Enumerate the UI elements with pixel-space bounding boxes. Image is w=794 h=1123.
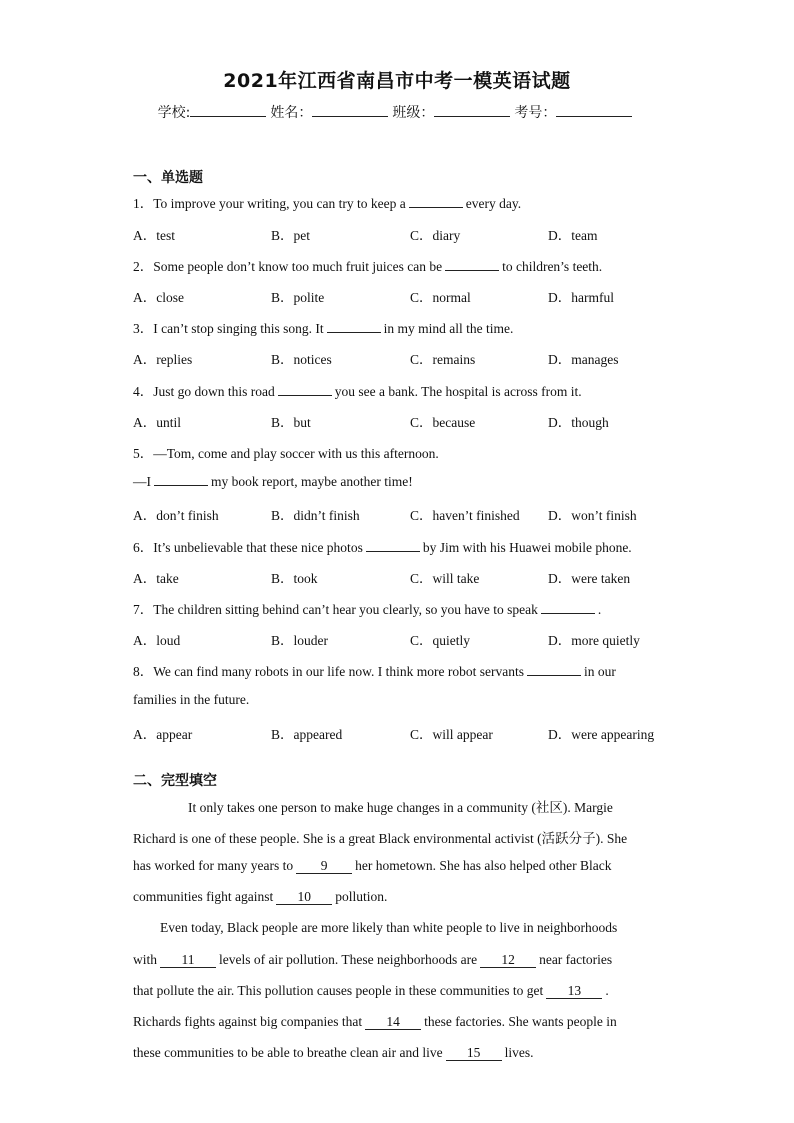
question-6 bbox=[133, 536, 632, 556]
option-a[interactable]: A．appear bbox=[133, 727, 193, 742]
cloze-blank-11: 11 bbox=[160, 953, 216, 968]
answer-blank bbox=[541, 601, 595, 614]
number-blank[interactable] bbox=[556, 104, 632, 117]
answer-blank bbox=[445, 258, 499, 271]
passage-line bbox=[133, 1014, 617, 1030]
option-b[interactable]: B．polite bbox=[271, 290, 325, 305]
question-stem: —I bbox=[133, 474, 151, 489]
question-1 bbox=[133, 192, 521, 212]
question-stem-after: in our bbox=[583, 664, 616, 679]
passage-line bbox=[133, 983, 609, 999]
option-b[interactable]: B．but bbox=[271, 415, 311, 430]
question-stem: 7．The children sitting behind can’t hear you clearly, so you have to speak bbox=[133, 602, 538, 617]
cloze-blank-13: 13 bbox=[546, 984, 602, 999]
cloze-blank-10: 10 bbox=[276, 890, 332, 905]
option-c[interactable]: C．normal bbox=[410, 290, 471, 305]
question-stem-after: by Jim with his Huawei mobile phone. bbox=[422, 540, 632, 555]
passage-text: lives. bbox=[504, 1045, 534, 1060]
school-blank[interactable] bbox=[190, 104, 266, 117]
question-stem-after: . bbox=[597, 602, 602, 617]
passage-line bbox=[133, 889, 387, 905]
passage-text: communities fight against bbox=[133, 889, 274, 904]
answer-blank bbox=[409, 195, 463, 208]
option-b[interactable]: B．pet bbox=[271, 228, 310, 243]
passage-line bbox=[133, 858, 612, 874]
passage-text: her hometown. She has also helped other Black bbox=[355, 858, 612, 873]
section-heading-cloze: 二、完型填空 bbox=[133, 773, 217, 789]
option-c[interactable]: C．haven’t finished bbox=[410, 508, 520, 523]
answer-blank bbox=[366, 539, 420, 552]
passage-line bbox=[133, 952, 612, 968]
option-a[interactable]: A．close bbox=[133, 290, 184, 305]
question-stem-after: every day. bbox=[465, 196, 522, 211]
passage-text: these factories. She wants people in bbox=[424, 1014, 617, 1029]
name-label: 姓名： bbox=[270, 105, 313, 121]
option-a[interactable]: A．replies bbox=[133, 352, 193, 367]
cloze-blank-12: 12 bbox=[480, 953, 536, 968]
answer-blank bbox=[278, 383, 332, 396]
option-c[interactable]: C．because bbox=[410, 415, 476, 430]
passage-text: . bbox=[605, 983, 609, 998]
option-d[interactable]: D．though bbox=[548, 415, 609, 430]
question-stem: 6．It’s unbelievable that these nice photos bbox=[133, 540, 363, 555]
option-a[interactable]: A．until bbox=[133, 415, 182, 430]
option-b[interactable]: B．louder bbox=[271, 633, 328, 648]
passage-text: levels of air pollution. These neighborhoods are bbox=[219, 952, 478, 967]
option-d[interactable]: D．were appearing bbox=[548, 727, 655, 742]
option-c[interactable]: C．will appear bbox=[410, 727, 493, 742]
question-4 bbox=[133, 380, 582, 400]
question-stem: 1．To improve your writing, you can try to keep a bbox=[133, 196, 406, 211]
question-5: 5．—Tom, come and play soccer with us this afternoon. bbox=[133, 446, 439, 461]
answer-blank bbox=[154, 473, 208, 486]
option-c[interactable]: C．diary bbox=[410, 228, 461, 243]
option-a[interactable]: A．don’t finish bbox=[133, 508, 219, 523]
option-d[interactable]: D．were taken bbox=[548, 571, 631, 586]
option-d[interactable]: D．won’t finish bbox=[548, 508, 637, 523]
cloze-blank-15: 15 bbox=[446, 1046, 502, 1061]
option-a[interactable]: A．loud bbox=[133, 633, 181, 648]
answer-blank bbox=[327, 320, 381, 333]
question-5-reply bbox=[133, 473, 413, 490]
passage-text: that pollute the air. This pollution causes people in these communities to get bbox=[133, 983, 544, 998]
student-info-row bbox=[0, 102, 794, 122]
passage-text: these communities to be able to breathe clean air and live bbox=[133, 1045, 443, 1060]
question-stem: 3．I can’t stop singing this song. It bbox=[133, 321, 324, 336]
option-d[interactable]: D．more quietly bbox=[548, 633, 640, 648]
question-3 bbox=[133, 317, 513, 337]
passage-text: pollution. bbox=[335, 889, 388, 904]
question-stem-after: to children’s teeth. bbox=[502, 259, 603, 274]
cloze-blank-14: 14 bbox=[365, 1015, 421, 1030]
school-label: 学校: bbox=[157, 105, 191, 121]
question-2 bbox=[133, 255, 602, 275]
option-b[interactable]: B．notices bbox=[271, 352, 332, 367]
option-b[interactable]: B．took bbox=[271, 571, 318, 586]
passage-line: Richard is one of these people. She is a great Black environmental activist (活跃分子). She bbox=[133, 831, 628, 846]
question-stem-after: you see a bank. The hospital is across from it. bbox=[334, 384, 582, 399]
passage-line: It only takes one person to make huge changes in a community (社区). Margie bbox=[188, 800, 613, 815]
answer-blank bbox=[527, 663, 581, 676]
question-7 bbox=[133, 598, 601, 618]
passage-text: with bbox=[133, 952, 158, 967]
option-d[interactable]: D．team bbox=[548, 228, 598, 243]
option-c[interactable]: C．will take bbox=[410, 571, 480, 586]
option-b[interactable]: B．appeared bbox=[271, 727, 343, 742]
name-blank[interactable] bbox=[312, 104, 388, 117]
passage-text: near factories bbox=[539, 952, 613, 967]
cloze-blank-9: 9 bbox=[296, 859, 352, 874]
option-d[interactable]: D．harmful bbox=[548, 290, 614, 305]
option-a[interactable]: A．take bbox=[133, 571, 179, 586]
question-stem-after: my book report, maybe another time! bbox=[211, 474, 413, 489]
question-stem-after: in my mind all the time. bbox=[383, 321, 514, 336]
page-title: 2021年江西省南昌市中考一模英语试题 bbox=[223, 70, 571, 92]
section-heading-single-choice: 一、单选题 bbox=[133, 170, 203, 186]
question-stem: 8．We can find many robots in our life now. I think more robot servants bbox=[133, 664, 524, 679]
number-label: 考号： bbox=[514, 105, 557, 121]
passage-text: has worked for many years to bbox=[133, 858, 294, 873]
passage-text: Richards fights against big companies that bbox=[133, 1014, 363, 1029]
option-c[interactable]: C．quietly bbox=[410, 633, 470, 648]
passage-line bbox=[133, 1045, 534, 1061]
option-d[interactable]: D．manages bbox=[548, 352, 619, 367]
class-label: 班级： bbox=[392, 105, 435, 121]
passage-line: Even today, Black people are more likely than white people to live in neighborhoods bbox=[160, 920, 618, 935]
option-b[interactable]: B．didn’t finish bbox=[271, 508, 360, 523]
option-a[interactable]: A．test bbox=[133, 228, 175, 243]
option-c[interactable]: C．remains bbox=[410, 352, 476, 367]
question-8 bbox=[133, 660, 616, 680]
class-blank[interactable] bbox=[434, 104, 510, 117]
question-8-continued: families in the future. bbox=[133, 692, 250, 707]
question-stem: 2．Some people don’t know too much fruit juices can be bbox=[133, 259, 443, 274]
question-stem: 4．Just go down this road bbox=[133, 384, 275, 399]
